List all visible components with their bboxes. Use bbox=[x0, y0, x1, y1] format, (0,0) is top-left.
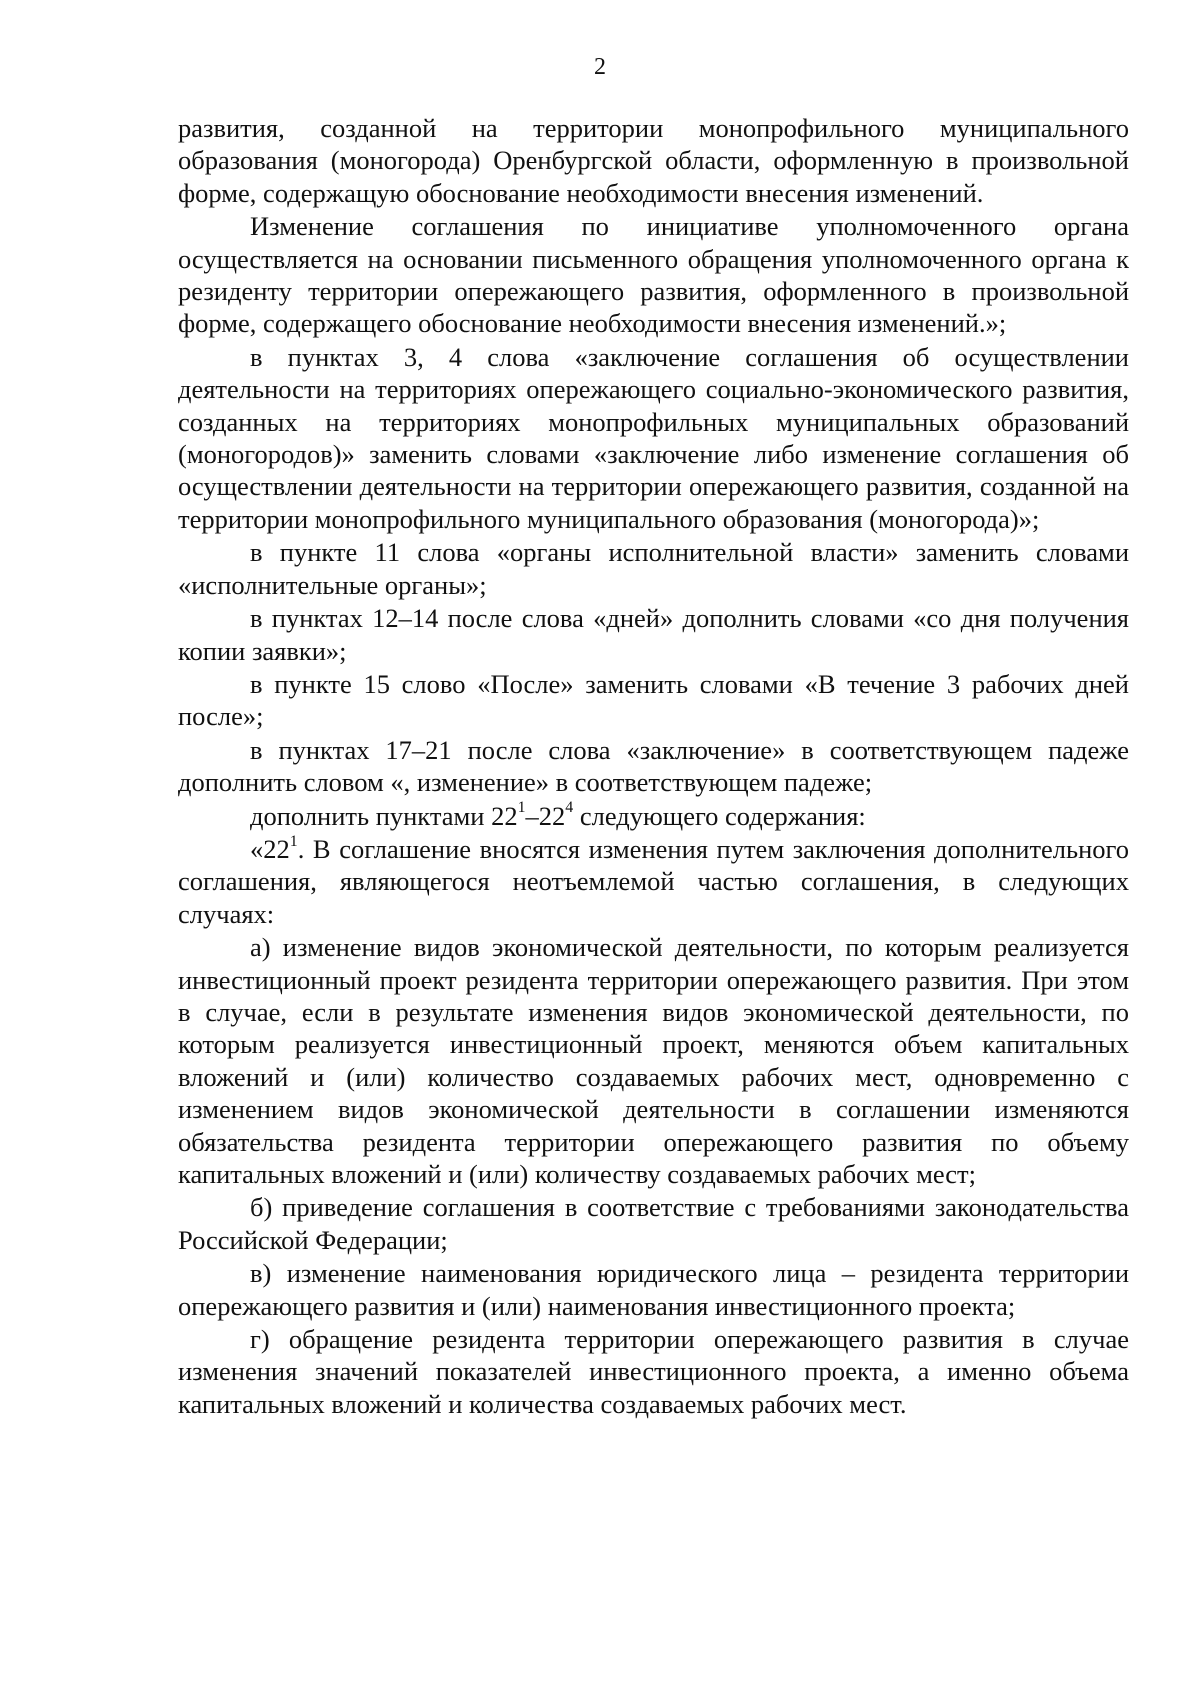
item-number: «22 bbox=[250, 833, 290, 864]
case-paragraph: г) обращение резидента территории опережающего развития в случае изменения значений показателей инвестиционного проекта, а именно объема капитальных вложений и количества создаваемых рабочих мест. bbox=[178, 1324, 1129, 1419]
superscript: 1 bbox=[289, 832, 298, 850]
supplement-range: –22 bbox=[525, 800, 566, 831]
item-22-1-paragraph bbox=[178, 833, 1129, 930]
paragraph: в пунктах 12–14 после слова «дней» дополнить словами «со дня получения копии заявки»; bbox=[178, 603, 1129, 666]
paragraph: в пункте 15 слово «После» заменить словами «В течение 3 рабочих дней после»; bbox=[178, 668, 1129, 732]
document-body bbox=[178, 112, 1129, 1420]
paragraph: развития, созданной на территории монопрофильного муниципального образования (моногорода) Оренбургской области, оформленную в произвольной форме, содержащую обоснование необходимости внесения изменений. bbox=[178, 113, 1129, 208]
supplement-paragraph bbox=[178, 800, 1129, 832]
supplement-prefix: дополнить пунктами 22 bbox=[250, 800, 518, 831]
supplement-suffix: следующего содержания: bbox=[573, 800, 866, 831]
paragraph: в пунктах 3, 4 слова «заключение соглашения об осуществлении деятельности на территориях опережающего социально-экономического развития, созданных на территориях монопрофильных муниципальных образований (моногородов)» заменить словами «заключение либо изменение соглашения об осуществлении деятельности на территории опережающего развития, созданной на территории монопрофильного муниципального образования (моногорода)»; bbox=[178, 341, 1129, 534]
superscript: 1 bbox=[517, 799, 526, 817]
superscript: 4 bbox=[565, 799, 574, 817]
paragraph: Изменение соглашения по инициативе уполномоченного органа осуществляется на основании письменного обращения уполномоченного органа к резиденту территории опережающего развития, оформленного в произвольной форме, содержащего обоснование необходимости внесения изменений.»; bbox=[178, 211, 1129, 339]
paragraph: в пунктах 17–21 после слова «заключение» в соответствующем падеже дополнить словом «, изменение» в соответствующем падеже; bbox=[178, 734, 1129, 798]
item-text: . В соглашение вносятся изменения путем заключения дополнительного соглашения, являющегося неотъемлемой частью соглашения, в следующих случаях: bbox=[178, 833, 1129, 929]
page-number: 2 bbox=[594, 54, 606, 80]
case-paragraph: а) изменение видов экономической деятельности, по которым реализуется инвестиционный проект резидента территории опережающего развития. При этом в случае, если в результате изменения видов экономической деятельности, по которым реализуется инвестиционный проект, меняются объем капитальных вложений и (или) количество создаваемых рабочих мест, одновременно с изменением видов экономической деятельности в соглашении изменяются обязательства резидента территории опережающего развития по объему капитальных вложений и (или) количеству создаваемых рабочих мест; bbox=[178, 932, 1129, 1189]
paragraph: в пункте 11 слова «органы исполнительной власти» заменить словами «исполнительные органы»; bbox=[178, 537, 1129, 600]
case-paragraph: в) изменение наименования юридического лица – резидента территории опережающего развития и (или) наименования инвестиционного проекта; bbox=[178, 1258, 1129, 1321]
case-paragraph: б) приведение соглашения в соответствие с требованиями законодательства Российской Федерации; bbox=[178, 1192, 1129, 1255]
